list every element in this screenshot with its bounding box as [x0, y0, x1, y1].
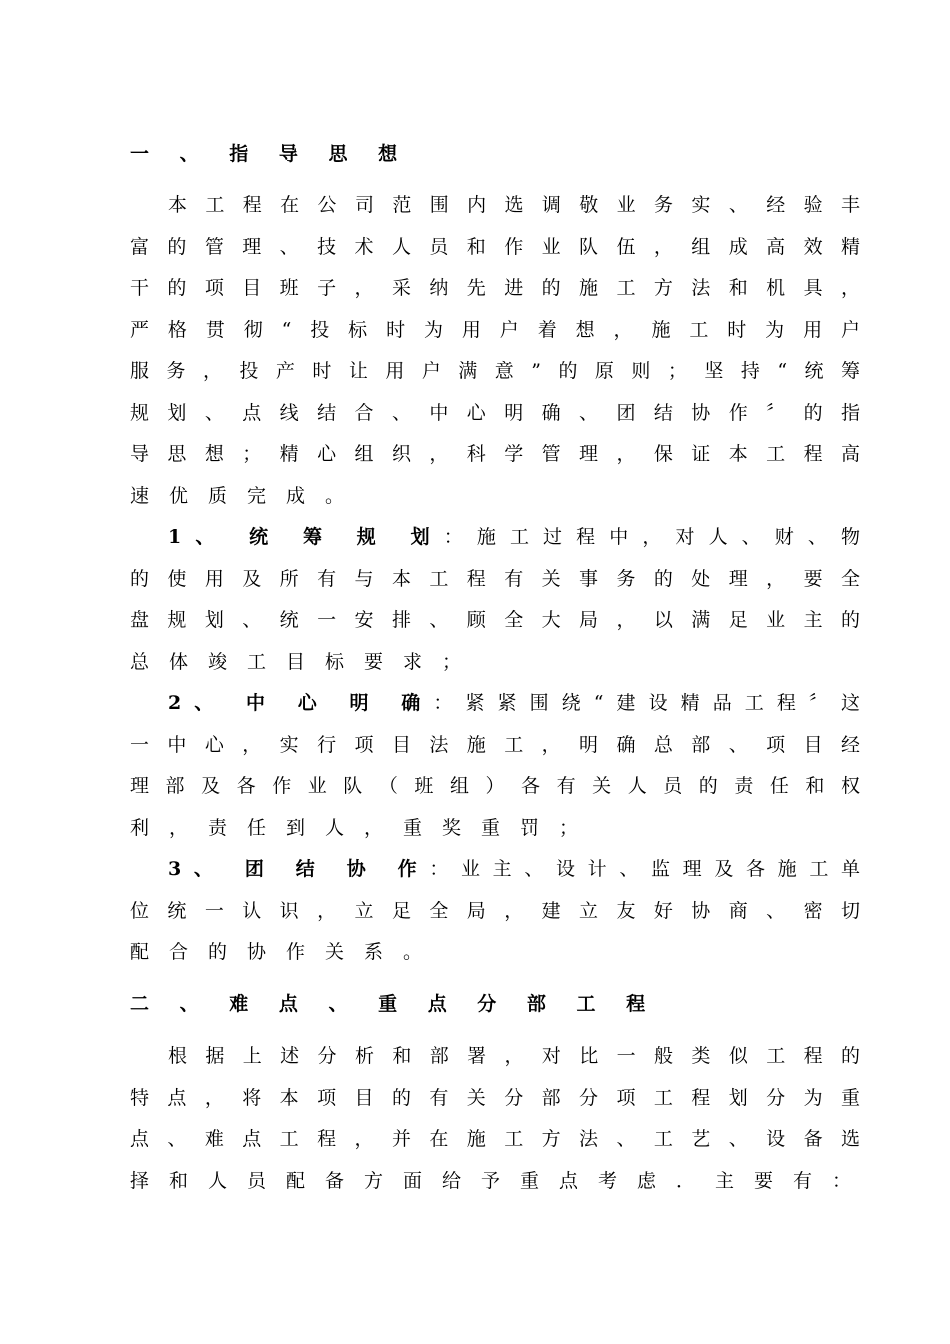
section-2-heading [130, 995, 860, 1014]
section-1-heading [130, 145, 860, 164]
paragraph-line: 盘规划、统一安排、顾全大局，以满足业主的 [130, 609, 860, 631]
paragraph-line: 择和人员配备方面给予重点考虑．主要有： [130, 1170, 872, 1192]
item-3-first-line [168, 856, 860, 882]
paragraph-line: 总体竣工目标要求； [130, 651, 482, 673]
paragraph-line: 严格贯彻“投标时为用户着想，施工时为用户 [130, 319, 860, 341]
item-1-first-line [168, 524, 860, 550]
paragraph-line: 根据上述分析和部署，对比一般类似工程的 [168, 1045, 860, 1067]
paragraph-line: 服务，投产时让用户满意”的原则；坚持“统筹 [130, 360, 860, 382]
item-2-label: 2、 中 心 明 确 [168, 692, 434, 714]
paragraph-line: 特点，将本项目的有关分部分项工程划分为重 [130, 1087, 860, 1109]
paragraph-line: 位统一认识，立足全局，建立友好协商、密切 [130, 900, 860, 922]
paragraph-line: 的使用及所有与本工程有关事务的处理，要全 [130, 568, 860, 590]
item-3-text: ：业主、设计、监理及各施工单 [429, 858, 860, 880]
paragraph-line: 速优质完成。 [130, 485, 365, 507]
paragraph-line: 干的项目班子，采纳先进的施工方法和机具， [130, 277, 860, 299]
item-2-text: ：紧紧围绕“建设精品工程〞这 [433, 692, 860, 714]
section-1-title: 一 、 指 导 思 想 [130, 143, 410, 165]
paragraph-line: 本工程在公司范围内选调敬业务实、经验丰 [168, 194, 860, 216]
item-1-label: 1、 统 筹 规 划 [168, 526, 444, 548]
paragraph-line: 规划、点线结合、中心明确、团结协作〞的指 [130, 402, 860, 424]
item-3-label: 3、 团 结 协 作 [168, 858, 430, 880]
paragraph-line: 点、难点工程，并在施工方法、工艺、设备选 [130, 1128, 860, 1150]
item-2-first-line [168, 690, 860, 716]
paragraph-line: 理部及各作业队（班组）各有关人员的责任和权 [130, 775, 860, 797]
section-2-title: 二 、 难 点 、 重 点 分 部 工 程 [130, 993, 658, 1015]
item-1-text: ：施工过程中，对人、财、物 [443, 526, 860, 548]
paragraph-line: 一中心，实行项目法施工，明确总部、项目经 [130, 734, 860, 756]
paragraph-line: 配合的协作关系。 [130, 941, 443, 963]
paragraph-line: 导思想；精心组织，科学管理，保证本工程高 [130, 443, 860, 465]
paragraph-line: 富的管理、技术人员和作业队伍，组成高效精 [130, 236, 860, 258]
paragraph-line: 利，责任到人，重奖重罚； [130, 817, 599, 839]
